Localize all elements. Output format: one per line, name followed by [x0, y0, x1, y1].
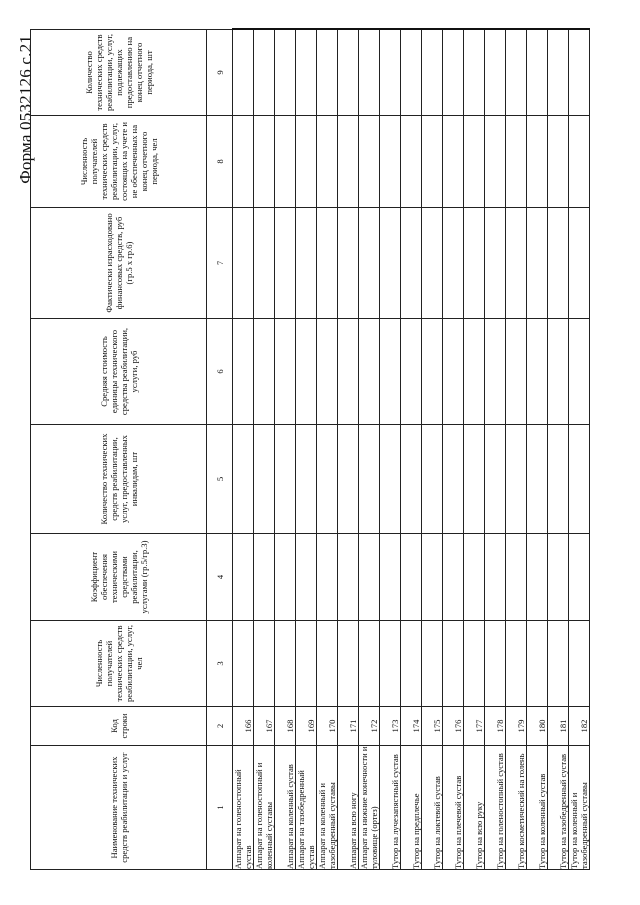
- empty-value-cell: [380, 534, 401, 621]
- empty-value-cell: [464, 534, 485, 621]
- table-row: [296, 30, 317, 870]
- row-code-cell: 168: [275, 707, 296, 746]
- col-header-name: Наименование технических средств реабилитации и услуг: [31, 746, 207, 870]
- row-code-cell: 177: [464, 707, 485, 746]
- empty-value-cell: [506, 534, 527, 621]
- empty-value-cell: [443, 116, 464, 208]
- col-number: 8: [207, 116, 233, 208]
- empty-value-cell: [233, 208, 254, 319]
- empty-value-cell: [485, 621, 506, 707]
- row-name-cell: Тутор на всю руку: [464, 746, 485, 870]
- empty-value-cell: [317, 425, 338, 534]
- empty-value-cell: [527, 621, 548, 707]
- empty-value-cell: [527, 319, 548, 425]
- table-row: [317, 30, 338, 870]
- row-name-cell: Тутор на предплечье: [401, 746, 422, 870]
- empty-value-cell: [485, 30, 506, 116]
- empty-value-cell: [548, 319, 569, 425]
- col-header-avg-cost: Средняя стоимость единицы технического средства реабилитации, услуги, руб: [31, 319, 207, 425]
- table-row: [401, 30, 422, 870]
- table-row: [506, 30, 527, 870]
- empty-value-cell: [401, 208, 422, 319]
- empty-value-cell: [506, 621, 527, 707]
- col-header-unprovided: Численность получателей технических средств реабилитации, услуг, состоящих на учете и не обеспеченных на конец отчетного периода, чел: [31, 116, 207, 208]
- empty-value-cell: [275, 116, 296, 208]
- empty-value-cell: [296, 30, 317, 116]
- row-code-cell: 178: [485, 707, 506, 746]
- form-number-label: Форма 0532126 с.21: [16, 35, 35, 184]
- empty-value-cell: [527, 116, 548, 208]
- row-code-cell: 167: [254, 707, 275, 746]
- empty-value-cell: [338, 319, 359, 425]
- col-number: 2: [207, 707, 233, 746]
- col-header-recipients: Численность получателей технических средств реабилитации, услуг, чел: [31, 621, 207, 707]
- col-number: 6: [207, 319, 233, 425]
- row-code-cell: 173: [380, 707, 401, 746]
- empty-value-cell: [485, 116, 506, 208]
- empty-value-cell: [422, 116, 443, 208]
- empty-value-cell: [275, 30, 296, 116]
- empty-value-cell: [569, 30, 590, 116]
- empty-value-cell: [527, 30, 548, 116]
- row-name-cell: Аппарат на голеностопный сустав: [233, 746, 254, 870]
- row-code-cell: 179: [506, 707, 527, 746]
- table-row: [275, 30, 296, 870]
- empty-value-cell: [506, 425, 527, 534]
- empty-value-cell: [569, 621, 590, 707]
- row-code-cell: 174: [401, 707, 422, 746]
- empty-value-cell: [464, 30, 485, 116]
- empty-value-cell: [317, 30, 338, 116]
- row-name-cell: Тутор на коленный сустав: [527, 746, 548, 870]
- empty-value-cell: [422, 425, 443, 534]
- row-code-cell: 176: [443, 707, 464, 746]
- empty-value-cell: [548, 30, 569, 116]
- col-number: 4: [207, 534, 233, 621]
- table-row: [464, 30, 485, 870]
- empty-value-cell: [359, 30, 380, 116]
- col-header-spent: Фактически израсходовано финансовых средств, руб (гр.5 х гр.6): [31, 208, 207, 319]
- empty-value-cell: [233, 319, 254, 425]
- empty-value-cell: [380, 208, 401, 319]
- col-header-coefficient: Коэффициент обеспечения техническими средствами реабилитации, услугами (гр.5/гр.3): [31, 534, 207, 621]
- row-code-cell: 170: [317, 707, 338, 746]
- empty-value-cell: [464, 425, 485, 534]
- empty-value-cell: [296, 534, 317, 621]
- table-row: [485, 30, 506, 870]
- row-name-cell: Аппарат на нижние конечности и туловище (ортез): [359, 746, 379, 869]
- table-row: [527, 30, 548, 870]
- rotated-form-page: [16, 30, 590, 870]
- empty-value-cell: [422, 621, 443, 707]
- empty-value-cell: [422, 30, 443, 116]
- row-code-cell: 175: [422, 707, 443, 746]
- empty-value-cell: [338, 425, 359, 534]
- empty-value-cell: [569, 425, 590, 534]
- empty-value-cell: [401, 319, 422, 425]
- empty-value-cell: [359, 208, 380, 319]
- empty-value-cell: [464, 621, 485, 707]
- row-code-cell: 171: [338, 707, 359, 746]
- empty-value-cell: [485, 208, 506, 319]
- empty-value-cell: [254, 425, 275, 534]
- empty-value-cell: [380, 621, 401, 707]
- empty-value-cell: [338, 208, 359, 319]
- empty-value-cell: [275, 621, 296, 707]
- row-name-cell: Тутор на тазобедренный сустав: [548, 746, 569, 870]
- row-name-cell: Тутор косметический на голень: [506, 746, 527, 870]
- empty-value-cell: [422, 319, 443, 425]
- row-name-cell: Тутор на голеностопный сустав: [485, 746, 506, 870]
- empty-value-cell: [359, 425, 380, 534]
- row-code-cell: 166: [233, 707, 254, 746]
- table-row: [380, 30, 401, 870]
- row-code-cell: 180: [527, 707, 548, 746]
- empty-value-cell: [485, 319, 506, 425]
- empty-value-cell: [317, 534, 338, 621]
- col-number: 9: [207, 30, 233, 116]
- empty-value-cell: [296, 425, 317, 534]
- empty-value-cell: [401, 425, 422, 534]
- rehab-means-table: [30, 29, 590, 871]
- column-number-row: [207, 30, 233, 870]
- empty-value-cell: [254, 319, 275, 425]
- row-name-cell: Аппарат на всю ногу: [338, 746, 359, 870]
- empty-value-cell: [401, 534, 422, 621]
- table-row: [359, 30, 380, 870]
- empty-value-cell: [401, 116, 422, 208]
- empty-value-cell: [548, 116, 569, 208]
- empty-value-cell: [275, 534, 296, 621]
- empty-value-cell: [527, 425, 548, 534]
- row-code-cell: 182: [569, 707, 590, 746]
- empty-value-cell: [380, 425, 401, 534]
- table-body: [233, 30, 590, 870]
- empty-value-cell: [443, 208, 464, 319]
- empty-value-cell: [296, 116, 317, 208]
- empty-value-cell: [443, 534, 464, 621]
- empty-value-cell: [506, 30, 527, 116]
- empty-value-cell: [254, 534, 275, 621]
- col-header-code: Код строки: [31, 707, 207, 746]
- empty-value-cell: [380, 116, 401, 208]
- col-number: 3: [207, 621, 233, 707]
- empty-value-cell: [317, 621, 338, 707]
- empty-value-cell: [338, 621, 359, 707]
- table-row: [422, 30, 443, 870]
- row-code-cell: 172: [359, 707, 380, 746]
- row-name-cell: Аппарат на коленный и тазобедренный суставы: [317, 746, 338, 870]
- empty-value-cell: [254, 208, 275, 319]
- row-name-cell: Тутор на локтевой сустав: [422, 746, 443, 870]
- row-name-cell: Аппарат на тазобедренный сустав: [296, 746, 317, 870]
- row-name-cell: Аппарат на коленный сустав: [275, 746, 296, 870]
- empty-value-cell: [548, 208, 569, 319]
- empty-value-cell: [569, 208, 590, 319]
- empty-value-cell: [254, 116, 275, 208]
- empty-value-cell: [443, 319, 464, 425]
- empty-value-cell: [485, 425, 506, 534]
- table-row: [338, 30, 359, 870]
- empty-value-cell: [338, 116, 359, 208]
- empty-value-cell: [464, 116, 485, 208]
- empty-value-cell: [296, 208, 317, 319]
- empty-value-cell: [548, 425, 569, 534]
- empty-value-cell: [275, 208, 296, 319]
- empty-value-cell: [254, 30, 275, 116]
- empty-value-cell: [401, 30, 422, 116]
- empty-value-cell: [275, 425, 296, 534]
- row-name-cell: Тутор на плечевой сустав: [443, 746, 464, 870]
- empty-value-cell: [443, 30, 464, 116]
- empty-value-cell: [233, 534, 254, 621]
- empty-value-cell: [548, 534, 569, 621]
- row-name-cell: Аппарат на голеностопный и коленный суставы: [254, 746, 275, 870]
- row-code-cell: 181: [548, 707, 569, 746]
- empty-value-cell: [338, 30, 359, 116]
- empty-value-cell: [317, 116, 338, 208]
- empty-value-cell: [359, 621, 380, 707]
- empty-value-cell: [401, 621, 422, 707]
- empty-value-cell: [317, 319, 338, 425]
- empty-value-cell: [359, 534, 380, 621]
- empty-value-cell: [233, 621, 254, 707]
- empty-value-cell: [569, 534, 590, 621]
- empty-value-cell: [506, 319, 527, 425]
- empty-value-cell: [359, 319, 380, 425]
- empty-value-cell: [569, 116, 590, 208]
- empty-value-cell: [380, 319, 401, 425]
- table-row: [254, 30, 275, 870]
- empty-value-cell: [506, 208, 527, 319]
- col-number: 5: [207, 425, 233, 534]
- empty-value-cell: [527, 534, 548, 621]
- empty-value-cell: [380, 30, 401, 116]
- col-header-to-provide: Количество технических средств реабилитации, услуг, подлежащих предоставлению на конец отчетного периода, шт: [31, 30, 207, 116]
- empty-value-cell: [422, 534, 443, 621]
- empty-value-cell: [296, 319, 317, 425]
- empty-value-cell: [317, 208, 338, 319]
- empty-value-cell: [443, 425, 464, 534]
- header-row: [31, 30, 207, 870]
- empty-value-cell: [233, 30, 254, 116]
- empty-value-cell: [485, 534, 506, 621]
- empty-value-cell: [443, 621, 464, 707]
- empty-value-cell: [548, 621, 569, 707]
- col-number: 1: [207, 746, 233, 870]
- empty-value-cell: [464, 208, 485, 319]
- col-header-quantity: Количество технических средств реабилитации, услуг, предоставленных инвалидам, шт: [31, 425, 207, 534]
- empty-value-cell: [296, 621, 317, 707]
- empty-value-cell: [422, 208, 443, 319]
- table-row: [548, 30, 569, 870]
- empty-value-cell: [275, 319, 296, 425]
- empty-value-cell: [338, 534, 359, 621]
- empty-value-cell: [464, 319, 485, 425]
- empty-value-cell: [359, 116, 380, 208]
- empty-value-cell: [254, 621, 275, 707]
- row-name-cell: Тутор на коленный и тазобедренный суставы: [569, 746, 590, 870]
- col-number: 7: [207, 208, 233, 319]
- row-code-cell: 169: [296, 707, 317, 746]
- table-row: [443, 30, 464, 870]
- table-row: [233, 30, 254, 870]
- empty-value-cell: [233, 425, 254, 534]
- empty-value-cell: [527, 208, 548, 319]
- empty-value-cell: [569, 319, 590, 425]
- empty-value-cell: [506, 116, 527, 208]
- empty-value-cell: [233, 116, 254, 208]
- table-row: [569, 30, 590, 870]
- row-name-cell: Тутор на лучезапястный сустав: [380, 746, 401, 870]
